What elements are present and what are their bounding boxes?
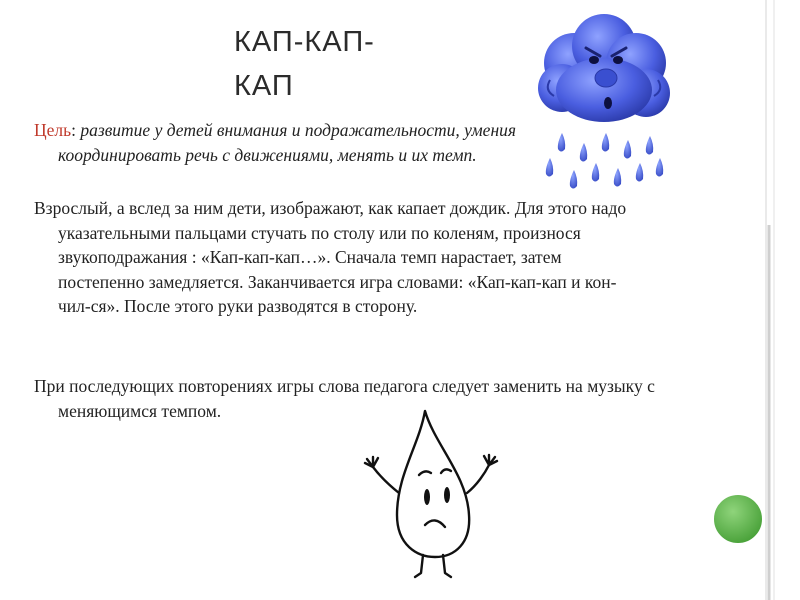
instruction-paragraph: Взрослый, а вслед за ним дети, изображают, как капает дождик. Для этого надо указательными пальцами стучать по столу или по коленям, произнося звукоподражания : «Кап-кап-кап…». Сначала темп нарастает, затем постепенно замедляется. Заканчивается игра словами: «Кап-кап-кап и кон-чил-ся». После этого руки разводятся в сторону. <box>34 198 627 316</box>
goal-paragraph <box>34 118 618 167</box>
decorative-lines <box>762 0 782 600</box>
goal-label: Цель <box>34 120 72 140</box>
slide-title: КАП-КАП-КАП <box>234 26 375 102</box>
goal-text: развитие у детей внимания и подражательности, умения координировать речь с движениями, менять и их темп. <box>58 120 517 165</box>
repetition-paragraph: При последующих повторениях игры слова педагога следует заменить на музыку с меняющимся темпом. <box>34 376 655 421</box>
goal-colon: : <box>71 120 81 140</box>
green-circle-icon <box>711 492 765 546</box>
sad-raindrop-character-icon <box>355 405 515 585</box>
angry-rain-cloud-icon <box>534 8 674 208</box>
